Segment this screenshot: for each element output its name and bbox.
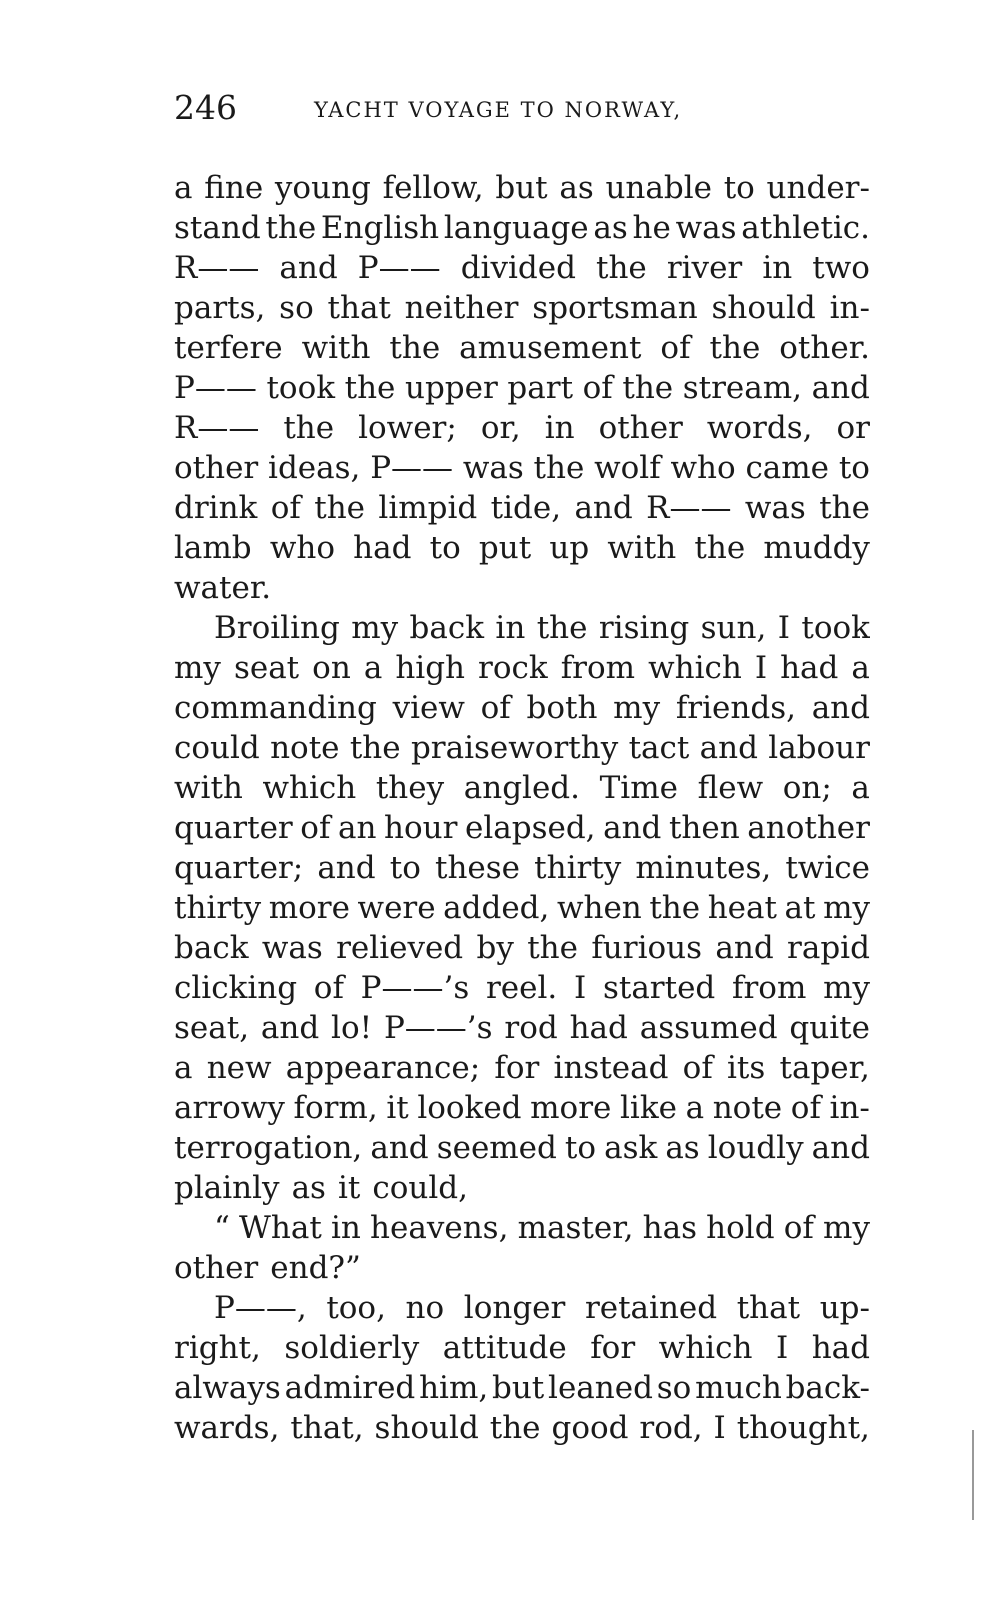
text-line: quarter of an hour elapsed, and then another [174,810,870,846]
text-line: always admired him, but leaned so much back- [174,1370,870,1406]
text-line: terrogation, and seemed to ask as loudly and [174,1130,870,1166]
text-line: with which they angled. Time flew on; a [174,770,870,806]
running-head: YACHT VOYAGE TO NORWAY, [314,98,683,122]
text-line: Broiling my back in the rising sun, I took [214,610,870,646]
text-line: a new appearance; for instead of its taper, [174,1050,870,1086]
text-line: P——, too, no longer retained that up- [214,1290,870,1326]
text-line: stand the English language as he was athletic. [174,210,870,246]
text-line: commanding view of both my friends, and [174,690,870,726]
text-line: my seat on a high rock from which I had a [174,650,870,686]
text-line: water. [174,570,272,606]
page-header [174,88,874,128]
text-line: other ideas, P—— was the wolf who came to [174,450,870,486]
text-line: a fine young fellow, but as unable to under- [174,170,870,206]
text-line: P—— took the upper part of the stream, and [174,370,870,406]
text-line: thirty more were added, when the heat at my [174,890,870,926]
text-line: wards, that, should the good rod, I thought, [174,1410,870,1446]
page-number: 246 [174,88,237,127]
text-line: “ What in heavens, master, has hold of my [214,1210,870,1246]
text-line: right, soldierly attitude for which I had [174,1330,870,1366]
text-line: clicking of P——’s reel. I started from my [174,970,870,1006]
text-line: plainly as it could, [174,1170,468,1206]
text-line: R—— and P—— divided the river in two [174,250,870,286]
text-line: drink of the limpid tide, and R—— was the [174,490,870,526]
text-line: terfere with the amusement of the other. [174,330,870,366]
text-line: lamb who had to put up with the muddy [174,530,870,566]
text-line: could note the praiseworthy tact and labour [174,730,870,766]
body-text [174,168,870,1448]
text-line: seat, and lo! P——’s rod had assumed quite [174,1010,870,1046]
text-line: arrowy form, it looked more like a note of in- [174,1090,870,1126]
text-line: other end?” [174,1250,361,1286]
text-line: parts, so that neither sportsman should in- [174,290,870,326]
text-line: quarter; and to these thirty minutes, twice [174,850,870,886]
text-line: R—— the lower; or, in other words, or [174,410,870,446]
page-edge-mark [972,1430,974,1520]
text-line: back was relieved by the furious and rapid [174,930,870,966]
